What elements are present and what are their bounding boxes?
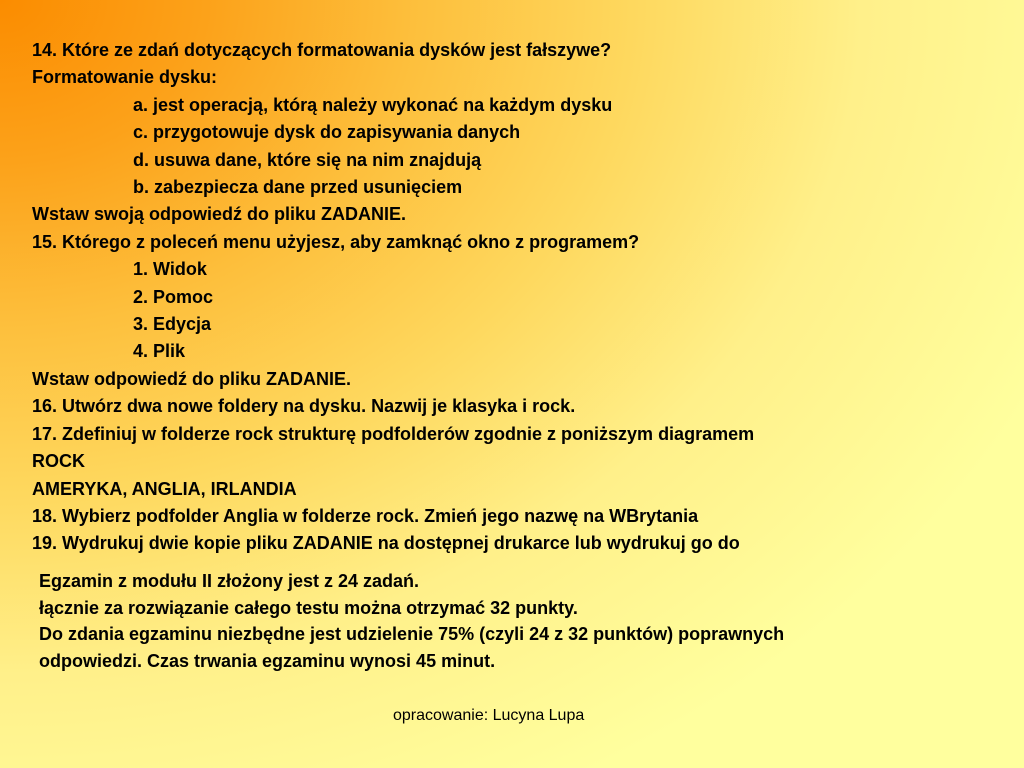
author-credit: opracowanie: Lucyna Lupa [393,707,585,724]
question-17-root-folder: ROCK [32,451,85,472]
question-18: 18. Wybierz podfolder Anglia w folderze rock. Zmień jego nazwę na WBrytania [32,505,699,526]
question-15-option: 4. Plik [133,341,186,362]
question-15-option: 3. Edycja [133,314,212,335]
question-15-title: 15. Którego z poleceń menu użyjesz, aby zamknąć okno z programem? [32,231,640,252]
question-14-option: c. przygotowuje dysk do zapisywania danych [133,122,521,143]
exam-summary [39,568,999,674]
question-15-option: 1. Widok [133,259,207,280]
question-14-title: 14. Które ze zdań dotyczących formatowania dysków jest fałszywe? [32,40,612,60]
question-17: 17. Zdefiniuj w folderze rock strukturę podfolderów zgodnie z poniższym diagramem [32,423,755,444]
question-14-option: b. zabezpiecza dane przed usunięciem [133,177,463,198]
question-15-option: 2. Pomoc [133,286,214,307]
question-15-instruction: Wstaw odpowiedź do pliku ZADANIE. [32,368,351,389]
question-14-option: d. usuwa dane, które się na nim znajdują [133,149,482,170]
question-14-option: a. jest operacją, którą należy wykonać na każdym dysku [133,94,613,115]
question-17-subfolders: AMERYKA, ANGLIA, IRLANDIA [32,478,297,499]
question-19: 19. Wydrukuj dwie kopie pliku ZADANIE na dostępnej drukarce lub wydrukuj go do [32,533,740,554]
summary-line: odpowiedzi. Czas trwania egzaminu wynosi 45 minut. [39,650,496,671]
summary-line: Do zdania egzaminu niezbędne jest udzielenie 75% (czyli 24 z 32 punktów) poprawnych [39,624,785,645]
question-14-stem: Formatowanie dysku: [32,67,218,88]
summary-line: Egzamin z modułu II złożony jest z 24 zadań. [39,571,420,591]
question-14-instruction: Wstaw swoją odpowiedź do pliku ZADANIE. [32,204,407,225]
question-16: 16. Utwórz dwa nowe foldery na dysku. Nazwij je klasyka i rock. [32,396,576,417]
summary-line: łącznie za rozwiązanie całego testu można otrzymać 32 punkty. [39,597,578,618]
questions-block [32,37,1002,558]
